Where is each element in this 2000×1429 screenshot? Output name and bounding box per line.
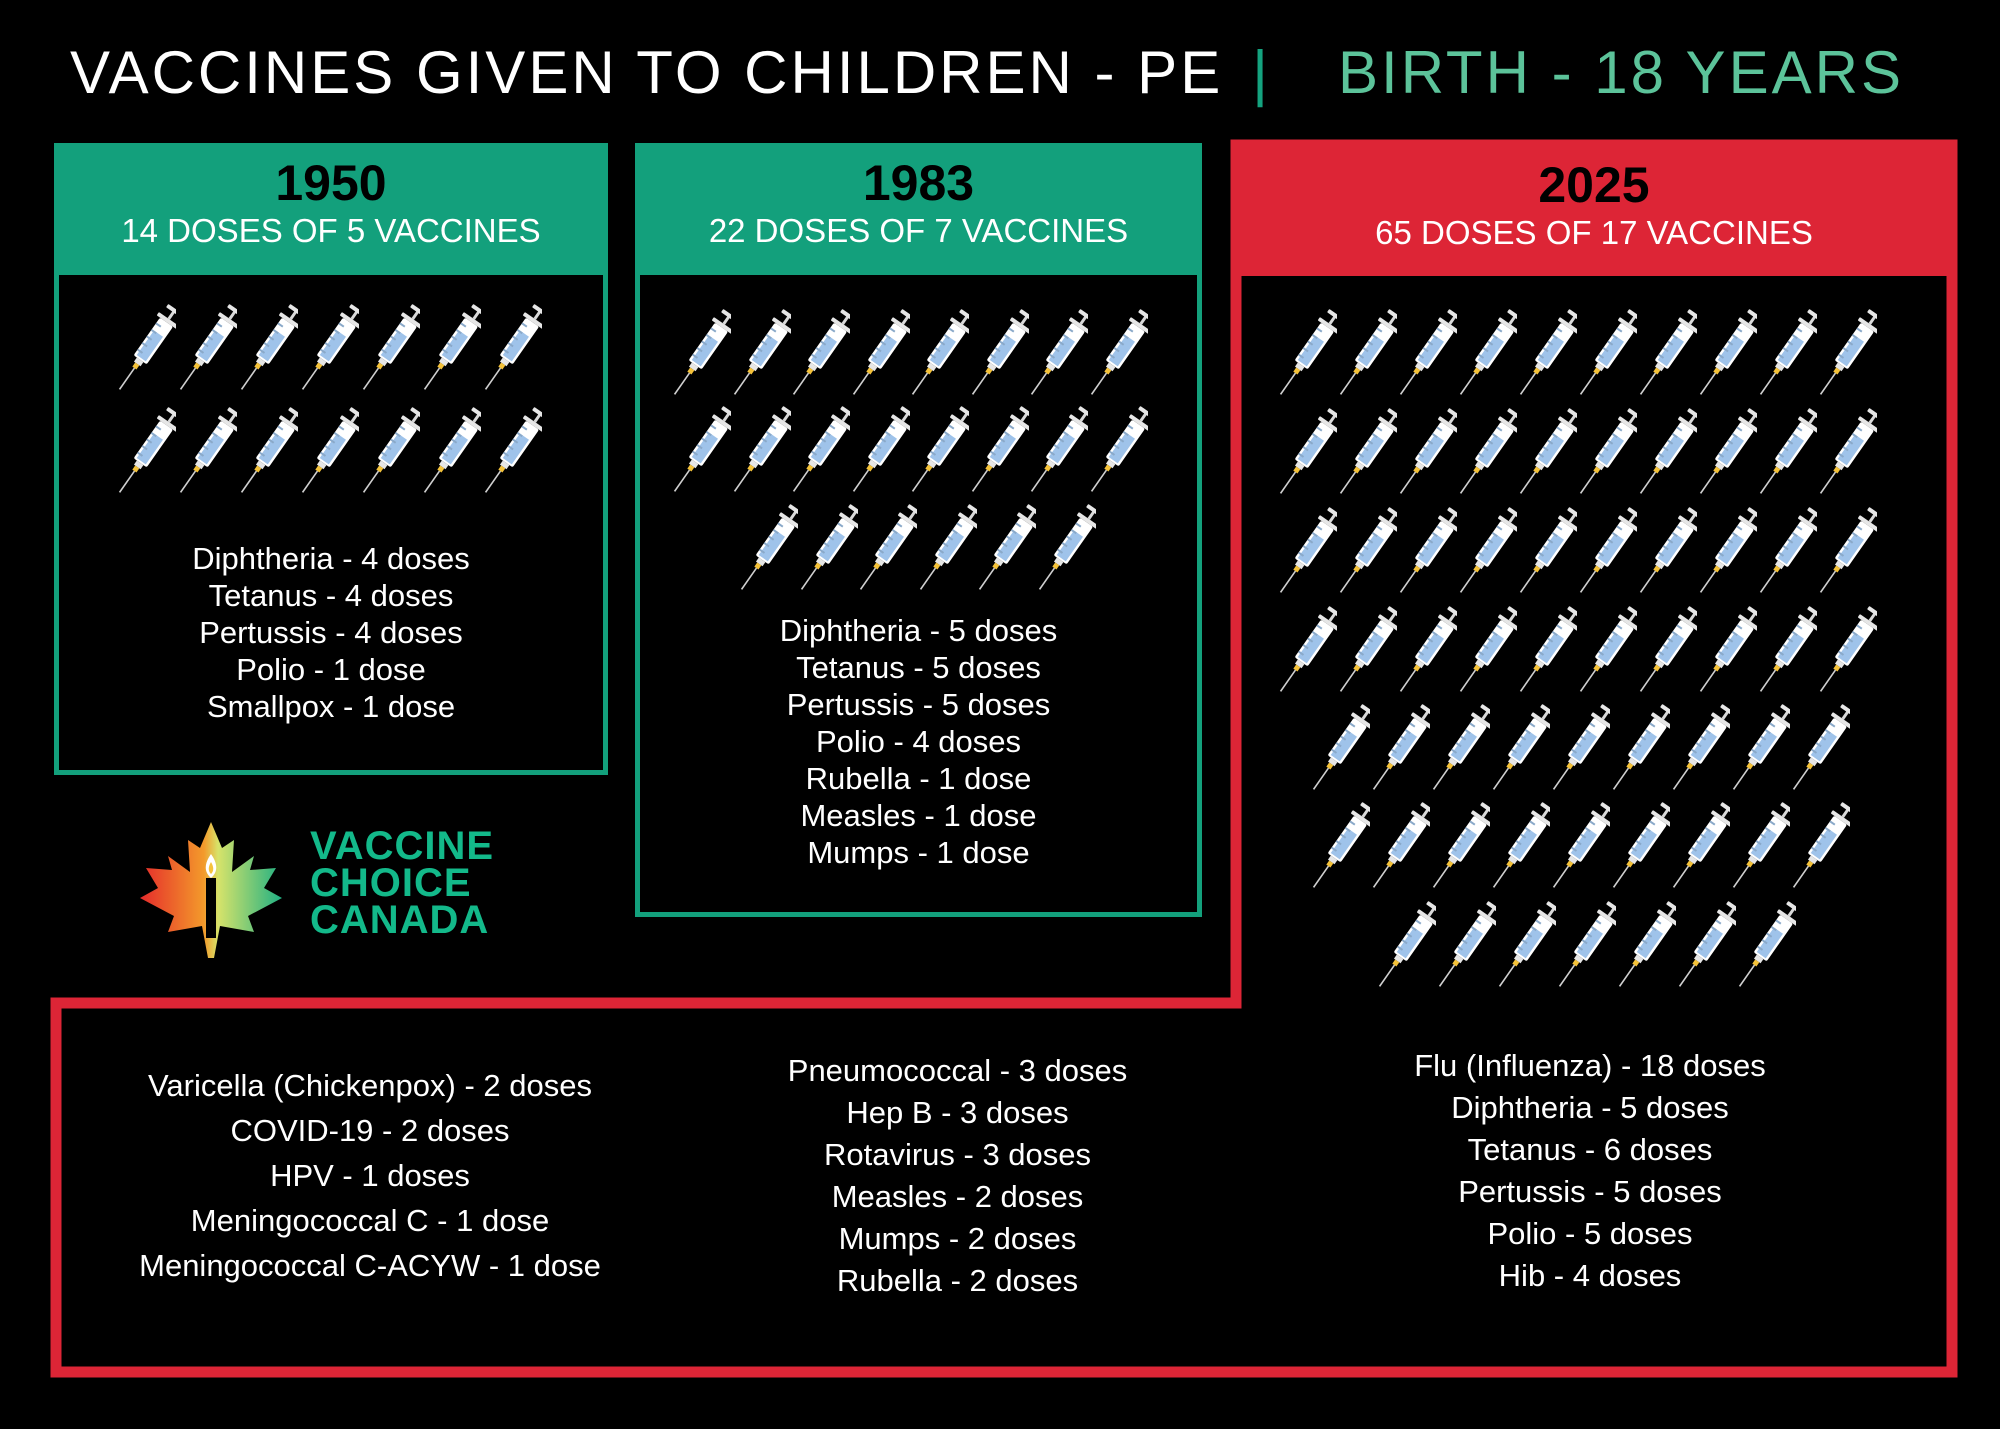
- syringe-icon: [1459, 404, 1517, 504]
- list-item: Diphtheria - 5 doses: [1451, 1090, 1729, 1125]
- list-item: Meningococcal C - 1 dose: [190, 1203, 550, 1238]
- syringe-icon: [733, 402, 791, 502]
- syringe-icon: [1312, 798, 1370, 898]
- list-item: Tetanus - 5 doses: [796, 650, 1041, 685]
- syringe-icon: [1699, 305, 1757, 405]
- list-item: Pertussis - 4 doses: [199, 615, 463, 650]
- syringe-icon: [362, 403, 420, 503]
- syringe-icon: [1519, 602, 1577, 702]
- syringe-icon: [1579, 305, 1637, 405]
- syringe-icon: [1699, 503, 1757, 603]
- syringe-icon: [1738, 897, 1796, 997]
- syringe-icon: [1639, 503, 1697, 603]
- list-item: Flu (Influenza) - 18 doses: [1414, 1048, 1766, 1083]
- logo-line-2: CHOICE: [310, 861, 472, 905]
- syringe-icon: [1759, 404, 1817, 504]
- syringe-icon: [1459, 503, 1517, 603]
- list-item: HPV - 1 doses: [270, 1158, 470, 1193]
- list-item: Rotavirus - 3 doses: [823, 1137, 1092, 1172]
- list-item: Hep B - 3 doses: [846, 1095, 1069, 1130]
- syringe-icon: [1030, 402, 1088, 502]
- list-item: Polio - 5 doses: [1487, 1216, 1693, 1251]
- list-item: Tetanus - 6 doses: [1467, 1132, 1713, 1167]
- vaccine-list-2025-col3: [1310, 1045, 1870, 1297]
- list-item: Tetanus - 4 doses: [208, 578, 454, 613]
- syringe-icon: [1672, 700, 1730, 800]
- syringe-icon: [1759, 305, 1817, 405]
- logo-text: [310, 824, 495, 942]
- panel-2025-header: [1236, 145, 1952, 276]
- syringe-icon: [484, 403, 542, 503]
- list-item: Pertussis - 5 doses: [786, 687, 1051, 722]
- panel-1950-year: 1950: [275, 155, 387, 211]
- syringe-icon: [673, 402, 731, 502]
- syringe-icon: [673, 305, 731, 405]
- syringe-icon: [1519, 404, 1577, 504]
- list-item: Varicella (Chickenpox) - 2 doses: [148, 1068, 592, 1103]
- page-subtitle: BIRTH - 18 YEARS: [1338, 39, 1904, 106]
- syringe-icon: [792, 402, 850, 502]
- syringe-icon: [1038, 500, 1096, 600]
- syringe-icon: [179, 300, 237, 400]
- list-item: Polio - 4 doses: [815, 724, 1022, 759]
- syringe-icon: [911, 402, 969, 502]
- syringe-icon: [423, 403, 481, 503]
- syringe-icon: [362, 300, 420, 400]
- syringe-icon: [1759, 602, 1817, 702]
- syringe-icon: [1459, 305, 1517, 405]
- syringe-icon: [1279, 602, 1337, 702]
- vaccine-list-1983: [635, 612, 1202, 871]
- syringe-icon: [1339, 503, 1397, 603]
- syringe-icon: [240, 300, 298, 400]
- vaccine-list-2025-col1: [80, 1063, 660, 1288]
- syringe-icon: [484, 300, 542, 400]
- syringe-icon: [1819, 602, 1877, 702]
- syringe-icon: [852, 305, 910, 405]
- syringe-icon: [1639, 404, 1697, 504]
- syringe-icon: [1498, 897, 1556, 997]
- list-item: Mumps - 1 dose: [807, 835, 1030, 870]
- syringe-icon: [1678, 897, 1736, 997]
- syringe-icon: [1579, 602, 1637, 702]
- syringe-icon: [1432, 798, 1490, 898]
- syringe-icon: [240, 403, 298, 503]
- syringe-icon: [1639, 305, 1697, 405]
- panel-1950-doses: 14 DOSES OF 5 VACCINES: [121, 212, 541, 249]
- list-item: Hib - 4 doses: [1498, 1258, 1682, 1293]
- list-item: COVID-19 - 2 doses: [230, 1113, 510, 1148]
- syringe-icon: [978, 500, 1036, 600]
- logo-line-3: CANADA: [310, 898, 490, 942]
- panel-2025-doses: 65 DOSES OF 17 VACCINES: [1375, 214, 1813, 251]
- syringe-icon: [301, 300, 359, 400]
- syringe-icon: [1819, 305, 1877, 405]
- syringe-icon: [792, 305, 850, 405]
- list-item: Pneumococcal - 3 doses: [787, 1053, 1128, 1088]
- syringe-icon: [1438, 897, 1496, 997]
- list-item: Smallpox - 1 dose: [206, 689, 456, 724]
- syringe-icon: [1492, 700, 1550, 800]
- syringe-icon: [1090, 305, 1148, 405]
- syringe-icon: [1552, 700, 1610, 800]
- list-item: Meningococcal C-ACYW - 1 dose: [139, 1248, 601, 1283]
- syringe-icon: [1339, 305, 1397, 405]
- title-separator: |: [1252, 39, 1269, 108]
- syringe-icon: [1732, 700, 1790, 800]
- syringe-icon: [1339, 404, 1397, 504]
- maple-leaf-candle-icon: [136, 820, 286, 960]
- panel-1983-header: [635, 143, 1202, 274]
- panel-2025-year: 2025: [1538, 157, 1650, 213]
- syringe-icon: [1399, 404, 1457, 504]
- syringe-icon: [1792, 700, 1850, 800]
- syringe-icon: [118, 300, 176, 400]
- syringe-icon: [179, 403, 237, 503]
- syringe-icon: [1378, 897, 1436, 997]
- syringe-icon: [1699, 404, 1757, 504]
- syringe-icon: [1699, 602, 1757, 702]
- syringe-icon: [919, 500, 977, 600]
- syringe-icon: [1432, 700, 1490, 800]
- syringe-icon: [1732, 798, 1790, 898]
- syringe-icon: [1558, 897, 1616, 997]
- panel-1983-year: 1983: [862, 155, 975, 211]
- syringe-icon: [1612, 700, 1670, 800]
- syringe-icon: [1819, 503, 1877, 603]
- syringe-icon: [1339, 602, 1397, 702]
- syringe-icon: [1399, 305, 1457, 405]
- syringe-icon: [852, 402, 910, 502]
- list-item: Rubella - 2 doses: [836, 1263, 1079, 1298]
- syringe-icon: [1372, 798, 1430, 898]
- syringe-icon: [1759, 503, 1817, 603]
- syringe-icon: [740, 500, 798, 600]
- syringe-icon: [1579, 503, 1637, 603]
- syringe-icon: [1639, 602, 1697, 702]
- syringe-icon: [800, 500, 858, 600]
- list-item: Diphtheria - 5 doses: [779, 613, 1058, 648]
- list-item: Polio - 1 dose: [236, 652, 426, 687]
- syringe-icon: [1579, 404, 1637, 504]
- syringe-icon: [1030, 305, 1088, 405]
- syringe-icon: [118, 403, 176, 503]
- syringe-icon: [1372, 700, 1430, 800]
- syringe-icon: [1090, 402, 1148, 502]
- syringe-icon: [733, 305, 791, 405]
- syringe-icon: [1312, 700, 1370, 800]
- list-item: Measles - 1 dose: [800, 798, 1037, 833]
- syringe-icon: [1279, 305, 1337, 405]
- syringe-icon: [1519, 305, 1577, 405]
- syringe-icon: [1399, 602, 1457, 702]
- list-item: Pertussis - 5 doses: [1458, 1174, 1722, 1209]
- syringe-icon: [971, 305, 1029, 405]
- list-item: Measles - 2 doses: [831, 1179, 1084, 1214]
- syringe-icon: [1279, 404, 1337, 504]
- syringe-icon: [1519, 503, 1577, 603]
- list-item: Diphtheria - 4 doses: [192, 541, 470, 576]
- list-item: Rubella - 1 dose: [805, 761, 1032, 796]
- syringe-icon: [1399, 503, 1457, 603]
- logo-line-1: VACCINE: [310, 824, 495, 868]
- panel-1983-doses: 22 DOSES OF 7 VACCINES: [708, 212, 1129, 249]
- syringe-icon: [1492, 798, 1550, 898]
- syringe-icon: [1792, 798, 1850, 898]
- syringe-icon: [1672, 798, 1730, 898]
- syringe-icon: [423, 300, 481, 400]
- syringe-icon: [911, 305, 969, 405]
- syringe-icon: [301, 403, 359, 503]
- syringe-icon: [859, 500, 917, 600]
- list-item: Mumps - 2 doses: [838, 1221, 1077, 1256]
- syringe-icon: [1279, 503, 1337, 603]
- syringe-icon: [971, 402, 1029, 502]
- syringe-icon: [1618, 897, 1676, 997]
- syringe-icon: [1459, 602, 1517, 702]
- syringe-icon: [1552, 798, 1610, 898]
- syringe-icon: [1612, 798, 1670, 898]
- vaccine-list-2025-col2: [680, 1050, 1235, 1302]
- vaccine-list-1950: [54, 540, 608, 725]
- panel-1950-header: [54, 143, 608, 274]
- syringe-icon: [1819, 404, 1877, 504]
- page-title: VACCINES GIVEN TO CHILDREN - PE: [70, 39, 1224, 106]
